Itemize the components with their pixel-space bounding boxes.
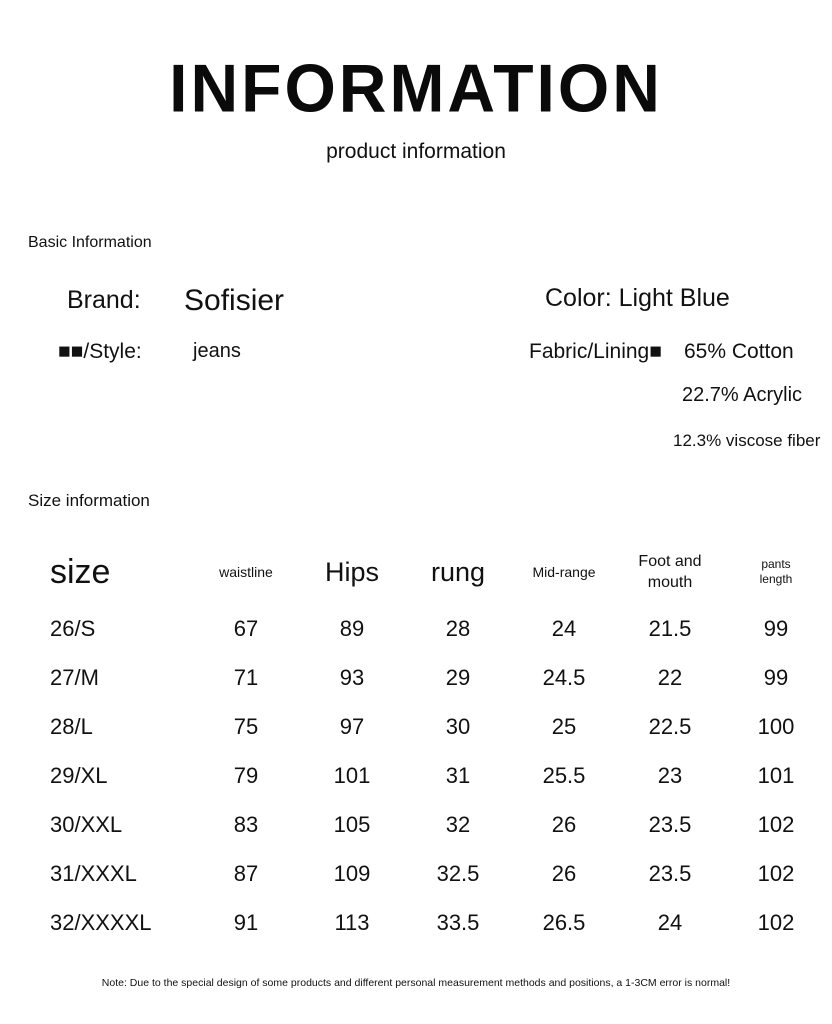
table-cell: 79 xyxy=(233,762,259,788)
table-row xyxy=(30,800,824,849)
table-cell: 31/XXXL xyxy=(50,860,137,886)
table-cell: 28/L xyxy=(50,713,93,739)
table-cell: 75 xyxy=(233,713,259,739)
table-cell: 30/XXL xyxy=(50,811,123,837)
fabric-line-3: 12.3% viscose fiber xyxy=(673,431,821,450)
size-table xyxy=(30,540,824,947)
style-key: ■■/Style: xyxy=(58,340,142,363)
table-cell: 102 xyxy=(757,811,795,837)
table-cell: 101 xyxy=(757,762,795,788)
table-cell: 29/XL xyxy=(50,762,108,788)
header-waistline: waistline xyxy=(219,564,273,580)
table-cell: 32 xyxy=(445,811,471,837)
table-row xyxy=(30,702,824,751)
size-table-header-row xyxy=(30,540,824,604)
header-size: size xyxy=(50,552,111,591)
table-cell: 22 xyxy=(657,664,683,690)
table-cell: 21.5 xyxy=(648,615,692,641)
header-foot-and-mouth-text: Foot and mouth xyxy=(638,553,702,591)
table-cell: 24 xyxy=(551,615,577,641)
fabric-line-2: 22.7% Acrylic xyxy=(682,384,803,406)
basic-information-label: Basic Information xyxy=(28,234,152,251)
table-cell: 83 xyxy=(233,811,259,837)
header-mid-range: Mid-range xyxy=(532,564,596,580)
table-cell: 100 xyxy=(757,713,795,739)
table-cell: 22.5 xyxy=(648,713,692,739)
page-title: INFORMATION xyxy=(169,50,663,126)
table-cell: 27/M xyxy=(50,664,99,690)
table-cell: 26.5 xyxy=(542,909,586,935)
table-cell: 89 xyxy=(339,615,365,641)
table-cell: 67 xyxy=(233,615,259,641)
table-cell: 26 xyxy=(551,860,577,886)
table-cell: 24.5 xyxy=(542,664,586,690)
table-cell: 32.5 xyxy=(436,860,480,886)
fabric-line-1: 65% Cotton xyxy=(684,340,794,363)
size-information-label: Size information xyxy=(28,491,150,510)
table-cell: 102 xyxy=(757,860,795,886)
fabric-key: Fabric/Lining■ xyxy=(529,340,662,363)
table-cell: 25.5 xyxy=(542,762,586,788)
table-cell: 28 xyxy=(445,615,471,641)
table-cell: 23 xyxy=(657,762,683,788)
table-cell: 23.5 xyxy=(648,811,692,837)
table-row xyxy=(30,653,824,702)
table-cell: 26 xyxy=(551,811,577,837)
table-row xyxy=(30,849,824,898)
table-cell: 26/S xyxy=(50,615,96,641)
table-cell: 105 xyxy=(333,811,371,837)
table-row xyxy=(30,898,824,947)
table-cell: 71 xyxy=(233,664,259,690)
brand-key: Brand: xyxy=(67,286,141,314)
table-cell: 93 xyxy=(339,664,365,690)
brand-value: Sofisier xyxy=(184,284,285,317)
table-cell: 24 xyxy=(657,909,683,935)
table-cell: 102 xyxy=(757,909,795,935)
table-cell: 87 xyxy=(233,860,259,886)
table-row xyxy=(30,751,824,800)
color-value: Color: Light Blue xyxy=(545,284,730,312)
table-row xyxy=(30,604,824,653)
table-cell: 97 xyxy=(339,713,365,739)
table-cell: 99 xyxy=(763,615,789,641)
header-pants-length-text: pants length xyxy=(759,557,793,586)
table-cell: 91 xyxy=(233,909,259,935)
table-cell: 101 xyxy=(333,762,371,788)
table-cell: 33.5 xyxy=(436,909,480,935)
style-value: jeans xyxy=(193,340,241,362)
table-cell: 32/XXXXL xyxy=(50,909,152,935)
table-cell: 113 xyxy=(334,909,370,935)
table-cell: 29 xyxy=(445,664,471,690)
header-hips: Hips xyxy=(324,556,379,587)
table-cell: 31 xyxy=(445,762,471,788)
measurement-note: Note: Due to the special design of some products and different personal measurement methods and positions, a 1-3CM error is normal! xyxy=(101,977,731,989)
table-cell: 99 xyxy=(763,664,789,690)
table-cell: 30 xyxy=(445,713,471,739)
header-foot-and-mouth xyxy=(612,540,728,604)
table-cell: 109 xyxy=(333,860,371,886)
table-cell: 25 xyxy=(551,713,577,739)
page-subtitle: product information xyxy=(326,140,506,163)
header-rung: rung xyxy=(430,556,486,587)
table-cell: 23.5 xyxy=(648,860,692,886)
header-pants-length xyxy=(728,540,824,604)
